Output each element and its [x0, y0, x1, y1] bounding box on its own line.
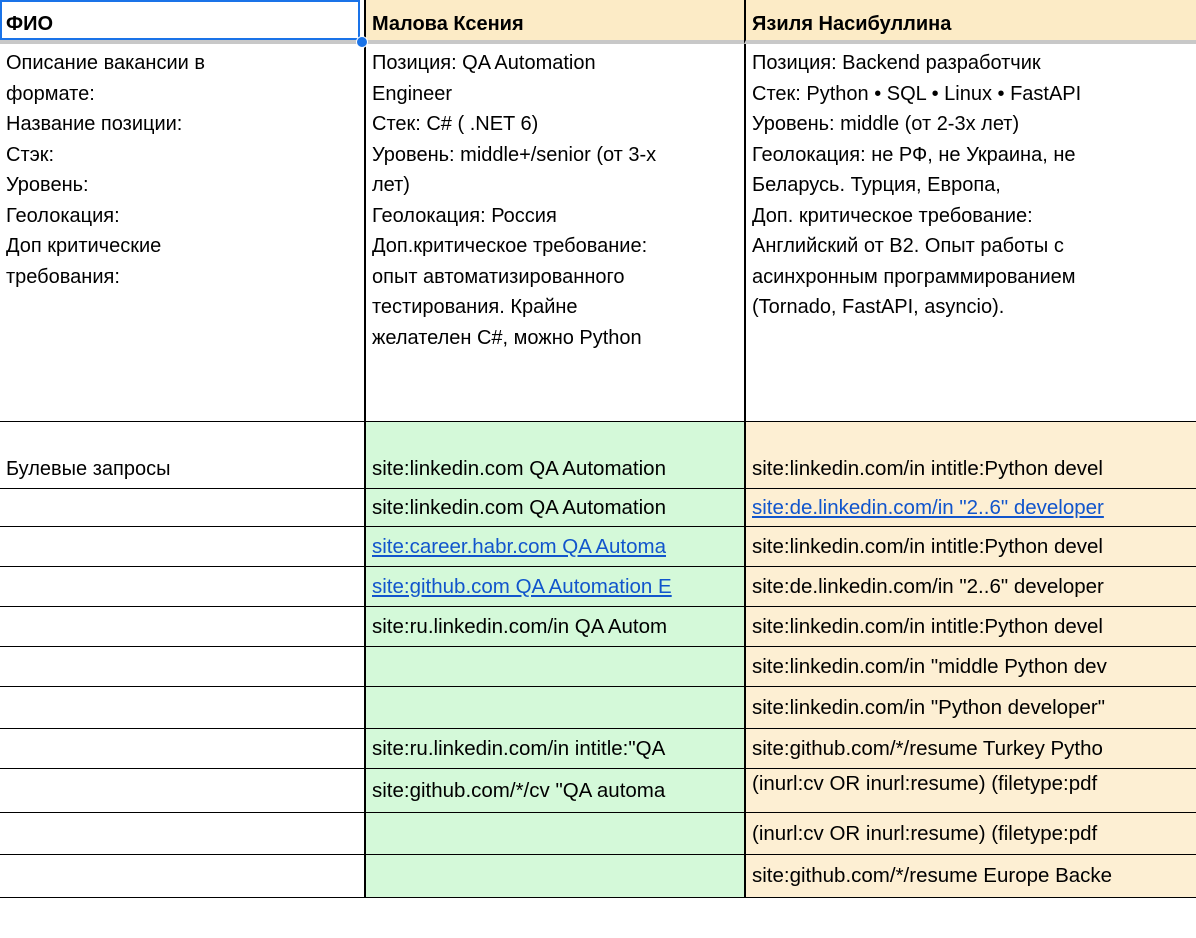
empty-cell[interactable]: [0, 855, 364, 898]
empty-cell[interactable]: [0, 647, 364, 687]
description-line: Стек: C# ( .NET 6): [372, 113, 539, 135]
description-line: (Tornado, FastAPI, asyncio).: [752, 296, 1005, 318]
query-cell-c[interactable]: [744, 813, 1196, 855]
query-cell-b[interactable]: [364, 647, 744, 687]
description-line: требования:: [6, 265, 120, 288]
description-line: опыт автоматизированного: [372, 265, 625, 288]
empty-cell[interactable]: [0, 687, 364, 729]
description-line: Доп. критическое требование:: [752, 204, 1033, 227]
query-text: site:linkedin.com QA Automation: [372, 457, 666, 480]
query-cell-b[interactable]: [364, 729, 744, 769]
query-text: site:linkedin.com QA Automation: [372, 495, 666, 519]
empty-cell[interactable]: [0, 729, 364, 769]
query-cell-c[interactable]: [744, 729, 1196, 769]
query-cell-c[interactable]: [744, 855, 1196, 898]
empty-cell[interactable]: [0, 527, 364, 567]
description-line: Уровень: middle (от 2-3х лет): [752, 113, 1020, 135]
query-text: site:github.com/*/cv "QA automa: [372, 778, 666, 802]
query-cell-c[interactable]: [744, 527, 1196, 567]
description-line: Геолокация: Россия: [372, 204, 557, 227]
description-line: Название позиции:: [6, 113, 183, 135]
empty-cell[interactable]: [0, 607, 364, 647]
query-text: site:linkedin.com/in intitle:Python devel: [752, 457, 1103, 480]
description-line: формате:: [6, 82, 95, 105]
query-text: site:ru.linkedin.com/in QA Autom: [372, 614, 668, 638]
query-text: site:linkedin.com/in "middle Python dev: [752, 654, 1107, 678]
query-cell-b[interactable]: [364, 687, 744, 729]
boolean-label-cell[interactable]: [0, 422, 364, 489]
header-cell-nasibullina[interactable]: Язиля Насибуллина: [744, 0, 1196, 44]
query-text: site:github.com/*/resume Europe Backe: [752, 864, 1113, 887]
description-line: Стэк:: [6, 143, 55, 166]
query-text: site:ru.linkedin.com/in intitle:"QA: [372, 736, 666, 760]
query-link[interactable]: site:career.habr.com QA Automa: [372, 534, 666, 558]
header-cell-fio[interactable]: ФИО: [0, 0, 364, 44]
query-link[interactable]: site:de.linkedin.com/in "2..6" developer: [752, 495, 1104, 519]
query-text: (inurl:cv OR inurl:resume) (filetype:pdf: [752, 772, 1098, 795]
query-cell-c[interactable]: [744, 422, 1196, 489]
empty-cell[interactable]: [0, 769, 364, 813]
query-cell-b[interactable]: [364, 813, 744, 855]
query-cell-c[interactable]: [744, 567, 1196, 607]
query-cell-b[interactable]: [364, 422, 744, 489]
empty-cell[interactable]: [0, 489, 364, 527]
description-cell-nasibullina[interactable]: [744, 44, 1196, 422]
query-text: (inurl:cv OR inurl:resume) (filetype:pdf: [752, 821, 1098, 845]
query-cell-b[interactable]: [364, 607, 744, 647]
description-line: асинхронным программированием: [752, 265, 1076, 288]
description-line: Уровень: middle+/senior (от 3-х: [372, 143, 657, 166]
query-cell-b[interactable]: [364, 567, 744, 607]
query-text: site:linkedin.com/in intitle:Python devel: [752, 534, 1103, 558]
description-line: Геолокация: не РФ, не Украина, не: [752, 143, 1076, 166]
query-text: site:github.com/*/resume Turkey Pytho: [752, 736, 1103, 760]
description-line: желателен C#, можно Python: [372, 326, 642, 349]
empty-cell[interactable]: [0, 567, 364, 607]
description-line: лет): [372, 174, 410, 196]
query-cell-c[interactable]: [744, 647, 1196, 687]
description-line: Английский от B2. Опыт работы с: [752, 235, 1064, 257]
query-cell-b[interactable]: [364, 855, 744, 898]
description-line: Беларусь. Турция, Европа,: [752, 174, 1001, 196]
query-link[interactable]: site:github.com QA Automation E: [372, 574, 672, 598]
query-text: site:de.linkedin.com/in "2..6" developer: [752, 574, 1104, 598]
description-line: тестирования. Крайне: [372, 296, 578, 318]
query-cell-c[interactable]: [744, 769, 1196, 813]
description-cell-malova[interactable]: [364, 44, 744, 422]
header-cell-malova[interactable]: Малова Ксения: [364, 0, 744, 44]
query-text: site:linkedin.com/in intitle:Python devel: [752, 614, 1103, 638]
description-line: Позиция: Backend разработчик: [752, 52, 1041, 74]
query-cell-c[interactable]: [744, 607, 1196, 647]
description-line: Описание вакансии в: [6, 52, 205, 74]
description-line: Доп критические: [6, 235, 162, 257]
description-line: Доп.критическое требование:: [372, 235, 648, 257]
description-line: Стек: Python • SQL • Linux • FastAPI: [752, 82, 1082, 105]
empty-cell[interactable]: [0, 813, 364, 855]
description-label-cell[interactable]: [0, 44, 364, 422]
query-cell-c[interactable]: [744, 489, 1196, 527]
query-cell-b[interactable]: [364, 769, 744, 813]
boolean-label: Булевые запросы: [6, 458, 171, 480]
query-text: site:linkedin.com/in "Python developer": [752, 695, 1105, 719]
description-line: Геолокация:: [6, 204, 120, 227]
query-cell-c[interactable]: [744, 687, 1196, 729]
description-line: Уровень:: [6, 174, 89, 196]
description-line: Позиция: QA Automation: [372, 52, 596, 74]
description-line: Engineer: [372, 82, 453, 105]
query-cell-b[interactable]: [364, 527, 744, 567]
query-cell-b[interactable]: [364, 489, 744, 527]
